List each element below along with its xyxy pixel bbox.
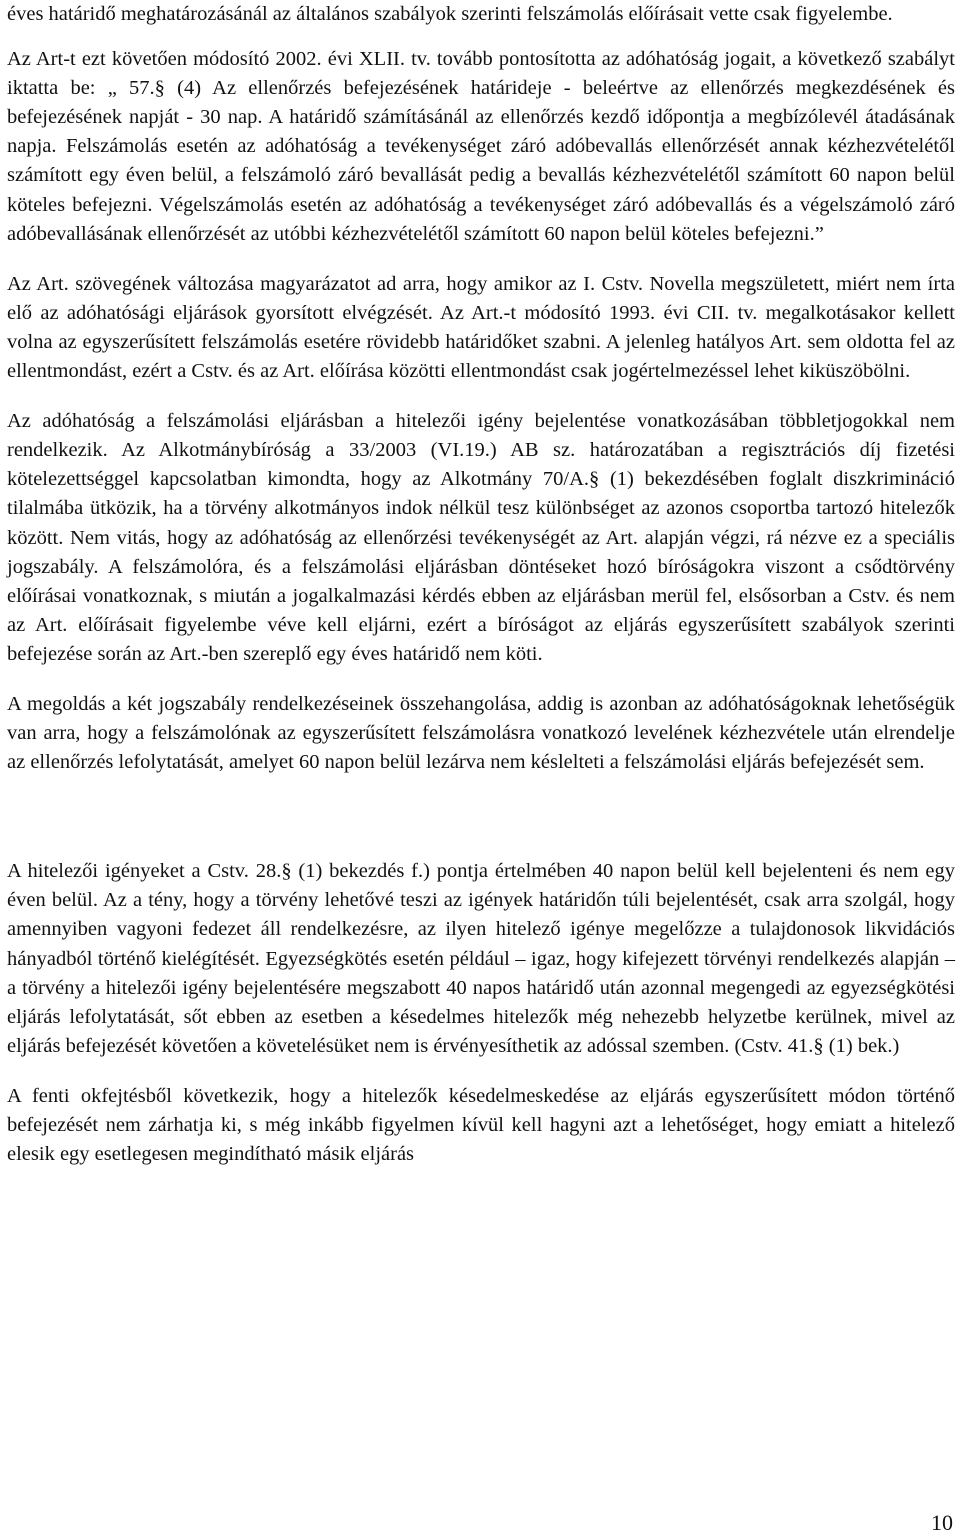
- paragraph-6: A hitelezői igényeket a Cstv. 28.§ (1) bekezdés f.) pontja értelmében 40 napon belül kell bejelenteni és nem egy éven belül. Az a tény, hogy a törvény lehetővé teszi az igények határidőn túli bejelentését, csak arra szolgál, hogy amennyiben vagyoni fedezet áll rendelkezésre, az ilyen hitelező igénye megelőzze a tulajdonosok likvidációs hányadból történő kielégítését. Egyezségkötés esetén például – igaz, hogy kifejezett törvényi rendelkezés alapján – a törvény a hitelezői igény bejelentésére megszabott 40 napos határidő után azonnal megengedi az egyezségkötési eljárás lefolytatását, sőt ebben az esetben a késedelmes hitelezők még nehezebb helyzetbe kerülnek, mivel az eljárás befejezését követően a követelésüket nem is érvényesíthetik az adóssal szemben. (Cstv. 41.§ (1) bek.): [7, 860, 955, 1057]
- document-page: [7, 0, 955, 1169]
- page-number: 10: [931, 1510, 953, 1535]
- paragraph-3: Az Art. szövegének változása magyarázatot ad arra, hogy amikor az I. Cstv. Novella megszületett, miért nem írta elő az adóhatósági eljárások gyorsított elvégzését. Az Art.-t módosító 1993. évi CII. tv. megalkotásakor kellett volna az egyszerűsített felszámolás esetére rövidebb határidőket szabni. A jelenleg hatályos Art. sem oldotta fel az ellentmondást, ezért a Cstv. és az Art. előírása közötti ellentmondást csak jogértelmezéssel lehet kiküszöbölni.: [7, 272, 955, 383]
- paragraph-4: Az adóhatóság a felszámolási eljárásban a hitelezői igény bejelentése vonatkozásában többletjogokkal nem rendelkezik. Az Alkotmánybíróság a 33/2003 (VI.19.) AB sz. határozatában a regisztrációs díj fizetési kötelezettséggel kapcsolatban kimondta, hogy az Alkotmány 70/A.§ (1) bekezdésében foglalt diszkrimináció tilalmába ütközik, ha a törvény alkotmányos indok nélkül tesz különbséget az azonos csoportba tartozó hitelezők között. Nem vitás, hogy az adóhatóság az ellenőrzési tevékenységét az Art. alapján végzi, rá nézve ez a speciális jogszabály. A felszámolóra, és a felszámolási eljárásban döntéseket hozó bíróságokra viszont a csődtörvény előírásai vonatkoznak, s miután a jogalkalmazási kérdés ebben az eljárásban merül fel, elsősorban a Cstv. és nem az Art. előírásait figyelembe véve kell eljárni, ezért a bíróságot az eljárás egyszerűsített szabályok szerinti befejezése során az Art.-ben szereplő egy éves határidő nem köti.: [7, 410, 955, 665]
- paragraph-5: A megoldás a két jogszabály rendelkezéseinek összehangolása, addig is azonban az adóhatóságoknak lehetőségük van arra, hogy a felszámolónak az egyszerűsített felszámolásra vonatkozó levelének kézhezvétele után elrendelje az ellenőrzés lefolytatását, amelyet 60 napon belül lezárva nem késlelteti a felszámolási eljárás befejezését sem.: [7, 692, 955, 774]
- paragraph-1: éves határidő meghatározásánál az általános szabályok szerinti felszámolás előírásait vette csak figyelembe.: [7, 3, 893, 25]
- paragraph-7: A fenti okfejtésből következik, hogy a hitelezők késedelmeskedése az eljárás egyszerűsített módon történő befejezését nem zárhatja ki, s még inkább figyelmen kívül kell hagyni azt a lehetőséget, hogy emiatt a hitelező elesik egy esetlegesen megindítható másik eljárás: [7, 1084, 955, 1166]
- paragraph-2: Az Art-t ezt követően módosító 2002. évi XLII. tv. tovább pontosította az adóhatóság jogait, a következő szabályt iktatta be: „ 57.§ (4) Az ellenőrzés befejezésének határideje - beleértve az ellenőrzés megkezdésének és befejezésének napját - 30 nap. A határidő számításánál az ellenőrzés kezdő időpontja a megbízólevél átadásának napja. Felszámolás esetén az adóhatóság a tevékenységet záró adóbevallás ellenőrzését annak kézhezvételétől számított egy éven belül, a felszámoló záró bevallását pedig a bevallás kézhezvételétől számított 60 napon belül köteles befejezni. Végelszámolás esetén az adóhatóság a tevékenységet záró adóbevallás és a végelszámoló záró adóbevallásának ellenőrzését az utóbbi kézhezvételétől számított 60 napon belül köteles befejezni.”: [7, 48, 955, 245]
